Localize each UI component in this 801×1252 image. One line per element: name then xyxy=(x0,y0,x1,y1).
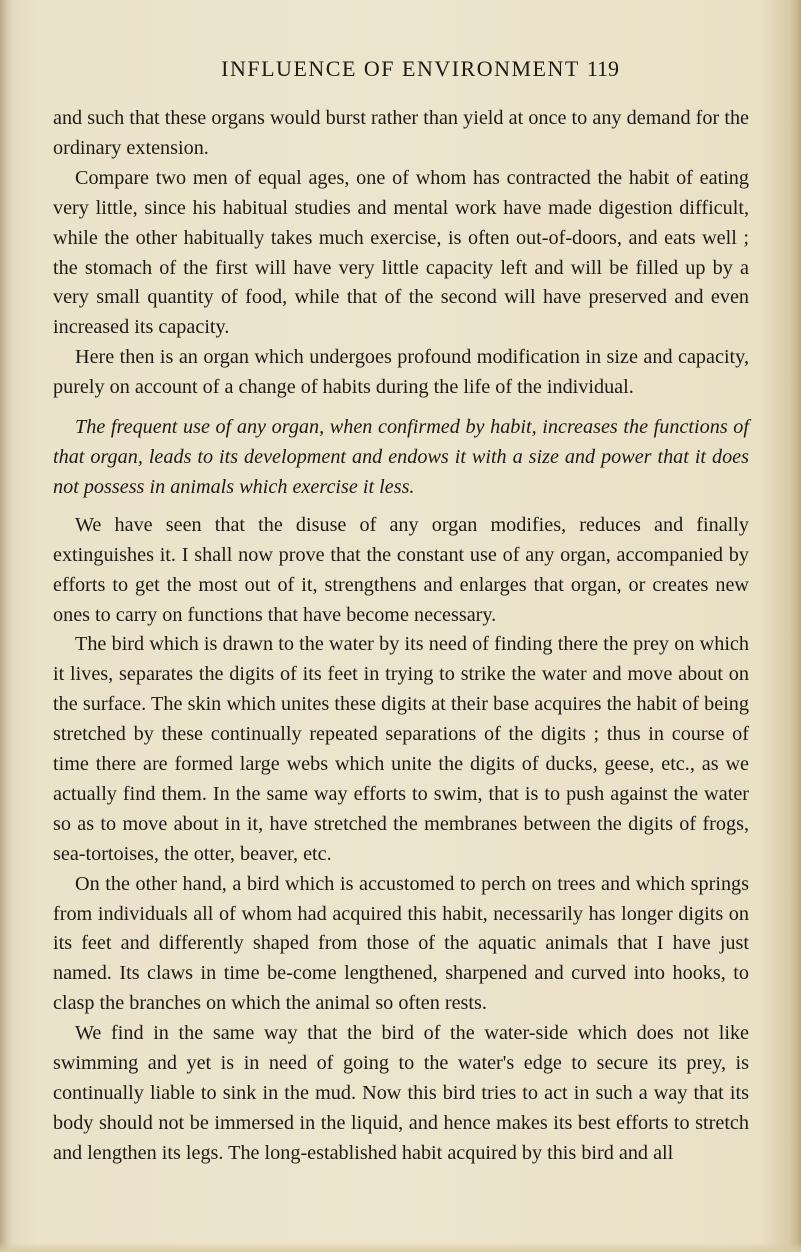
paragraph: We find in the same way that the bird of the water-side which does not like swimming and yet is in need of going to the water's edge to secure its prey, is continually liable to sink in the mud. Now this bird tries to act in such a way that its body should not be immersed in the liquid, and hence makes its best efforts to stretch and lengthen its legs. The long-established habit acquired by this bird and all xyxy=(53,1022,749,1164)
page-edge xyxy=(791,0,801,1252)
paragraph: The bird which is drawn to the water by its need of finding there the prey on which it lives, separates the digits of its feet in trying to strike the water and move about on the surface. The skin which unites these digits at their base acquires the habit of being stretched by these continually repeated separations of the digits ; thus in course of time there are formed large webs which unite the digits of ducks, geese, etc., as we actually find them. In the same way efforts to swim, that is to push against the water so as to move about in it, have stretched the membranes between the digits of frogs, sea-tortoises, the otter, beaver, etc. xyxy=(53,633,749,865)
page-bottom-edge xyxy=(0,1242,801,1252)
paragraph: Compare two men of equal ages, one of whom has contracted the habit of eating very little, since his habitual studies and mental work have made digestion difficult, while the other habitually takes much exercise, is often out-of-doors, and eats well ; the stomach of the first will have very little capacity left and will be filled up by a very small quantity of food, while that of the second will have preserved and even increased its capacity. xyxy=(53,166,749,339)
paragraph: Here then is an organ which undergoes profound modification in size and capacity, purely on account of a change of habits during the life of the individual. xyxy=(53,346,749,399)
page-number: 119 xyxy=(586,56,619,81)
running-title: INFLUENCE OF ENVIRONMENT xyxy=(221,56,580,81)
paragraph: On the other hand, a bird which is accustomed to perch on trees and which springs from individuals all of whom had acquired this habit, necessarily has longer digits on its feet and differently shaped from those of the aquatic animals that I have just named. Its claws in time be-come lengthened, sharpened and curved into hooks, to clasp the branches on which the animal so often rests. xyxy=(53,872,749,1015)
paragraph: We have seen that the disuse of any organ modifies, reduces and finally extinguishes it. I shall now prove that the constant use of any organ, accompanied by efforts to get the most out of it, strengthens and enlarges that organ, or creates new ones to carry on functions that have become necessary. xyxy=(53,513,749,626)
running-header xyxy=(0,56,801,86)
body-text xyxy=(53,104,749,1169)
italic-proposition: The frequent use of any organ, when confirmed by habit, increases the functions of that organ, leads to its development and endows it with a size and power that it does not possess in animals which exercise it less. xyxy=(53,416,749,498)
gutter-shadow xyxy=(0,0,14,1252)
paragraph: and such that these organs would burst rather than yield at once to any demand for the ordinary extension. xyxy=(53,107,749,159)
